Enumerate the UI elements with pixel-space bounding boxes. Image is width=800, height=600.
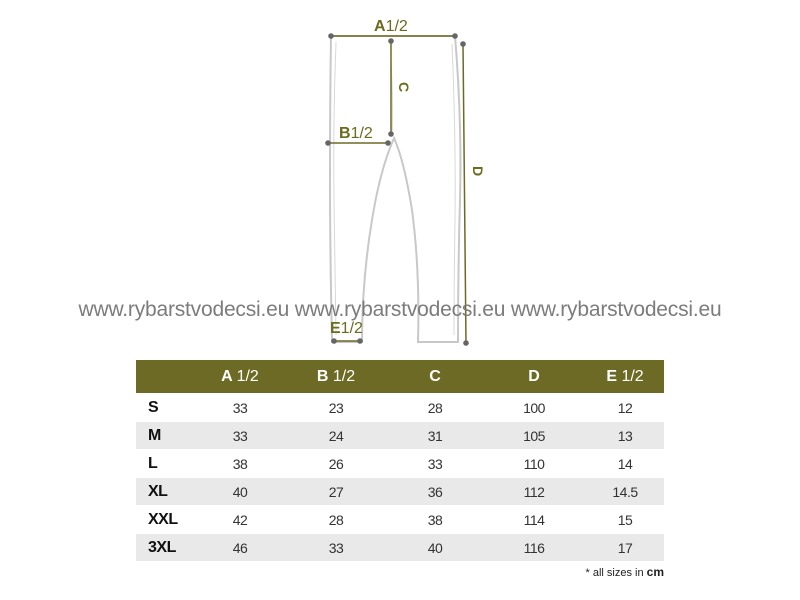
value-cell: 40 — [196, 478, 284, 506]
table-row — [136, 534, 664, 562]
dimension-e-label: E1/2 — [330, 320, 363, 337]
column-header-a: A 1/2 — [196, 360, 284, 394]
column-header-b: B 1/2 — [284, 360, 388, 394]
table-row — [136, 506, 664, 534]
column-header-size — [136, 360, 196, 394]
value-cell: 17 — [586, 534, 664, 562]
dimension-b-label: B1/2 — [339, 125, 373, 142]
value-cell: 33 — [284, 534, 388, 562]
table-row — [136, 478, 664, 506]
value-cell: 31 — [388, 422, 482, 450]
size-cell: XXL — [148, 510, 178, 528]
value-cell: 116 — [482, 534, 586, 562]
dimension-a-label: A1/2 — [374, 18, 408, 35]
size-cell: 3XL — [136, 534, 196, 562]
value-cell: 33 — [196, 422, 284, 450]
value-cell: 38 — [427, 511, 443, 528]
value-cell: 42 — [232, 511, 248, 528]
table-row — [136, 450, 664, 478]
table-row — [136, 422, 664, 450]
value-cell: 24 — [284, 422, 388, 450]
size-table — [136, 360, 664, 561]
value-cell: 36 — [388, 478, 482, 506]
column-header-d: D — [482, 360, 586, 394]
units-footnote: * all sizes in cm — [585, 565, 664, 579]
value-cell: 14.5 — [586, 478, 664, 506]
value-cell: 46 — [196, 534, 284, 562]
value-cell: 100 — [523, 399, 545, 416]
value-cell: 112 — [482, 478, 586, 506]
value-cell: 105 — [482, 422, 586, 450]
dimension-d-label: D — [470, 166, 486, 177]
value-cell: 33 — [232, 399, 248, 416]
value-cell: 27 — [284, 478, 388, 506]
value-cell: 110 — [523, 455, 545, 472]
size-table-header — [136, 360, 664, 394]
dimension-c-label: C — [396, 82, 412, 93]
size-cell: XL — [136, 478, 196, 506]
column-header-c: C — [388, 360, 482, 394]
value-cell: 26 — [328, 455, 344, 472]
value-cell: 28 — [427, 399, 443, 416]
value-cell: 38 — [232, 455, 248, 472]
value-cell: 40 — [388, 534, 482, 562]
value-cell: 12 — [617, 399, 633, 416]
table-row — [136, 394, 664, 422]
value-cell: 114 — [523, 511, 545, 528]
value-cell: 13 — [586, 422, 664, 450]
size-cell: M — [136, 422, 196, 450]
value-cell: 23 — [328, 399, 344, 416]
size-cell: S — [148, 398, 159, 416]
size-cell: L — [148, 454, 158, 472]
value-cell: 28 — [328, 511, 344, 528]
watermark-text: www.rybarstvodecsi.eu www.rybarstvodecsi.eu www.rybarstvodecsi.eu — [78, 298, 722, 321]
value-cell: 33 — [427, 455, 443, 472]
value-cell: 14 — [617, 455, 633, 472]
column-header-e: E 1/2 — [586, 360, 664, 394]
value-cell: 15 — [617, 511, 633, 528]
